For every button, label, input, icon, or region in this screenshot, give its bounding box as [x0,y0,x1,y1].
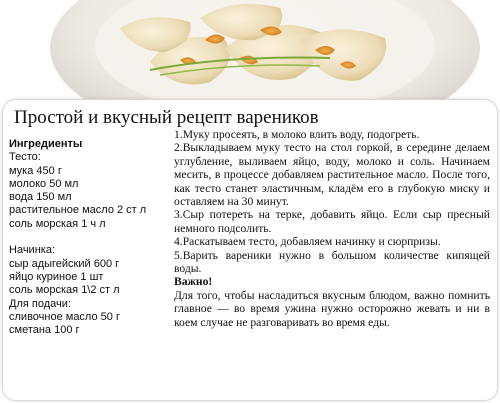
filling-label: Начинка: [9,244,55,257]
dumplings-photo [0,0,500,110]
ingredient-item: соль морская 1\2 ст л [9,284,120,297]
instructions-column [174,128,490,329]
ingredient-item: растительное масло 2 ст л [9,204,147,217]
recipe-title: Простой и вкусный рецепт вареников [14,107,319,128]
dumplings-illustration [0,0,500,110]
ingredient-item: яйцо куриное 1 шт [9,270,104,283]
important-text: Для того, чтобы насладиться вкусным блюдом, важно помнить главное — во время ужина нужно осторожно жевать и ни в коем случае не разговаривать во время еды. [174,288,490,329]
ingredient-item: сметана 100 г [9,324,80,337]
ingredient-item: сыр адыгейский 600 г [9,257,120,270]
step-5: 5.Варить вареники нужно в большом количестве кипящей воды. [174,248,490,276]
ingredients-column [9,138,167,337]
ingredient-item: молоко 50 мл [9,177,79,190]
ingredient-item: вода 150 мл [9,191,72,204]
dough-label: Тесто: [9,151,41,164]
step-4: 4.Раскатываем тесто, добавляем начинку и сюрпризы. [174,235,441,249]
important-heading: Важно! [174,275,213,289]
serving-label: Для подачи: [9,297,71,310]
step-3: 3.Сыр потереть на терке, добавить яйцо. Если сыр пресный немного подсолить. [174,208,490,235]
ingredient-item: сливочное масло 50 г [9,310,120,323]
ingredient-item: соль морская 1 ч л [9,217,106,230]
step-2: 2.Выкладываем муку тесто на стол горкой, в середине делаем углубление, выливаем яйцо, воду, молоко и соль. Начинаем месить, в процессе добавляем растительное масло. После того, как тесто станет эластичным, кладём его в глубокую миску и оставляем на 30 минут. [174,141,490,209]
spacer [9,231,167,244]
step-1: 1.Муку просеять, в молоко влить воду, подогреть. [174,128,420,141]
ingredients-heading: Ингредиенты [9,138,83,150]
ingredient-item: мука 450 г [9,164,62,177]
